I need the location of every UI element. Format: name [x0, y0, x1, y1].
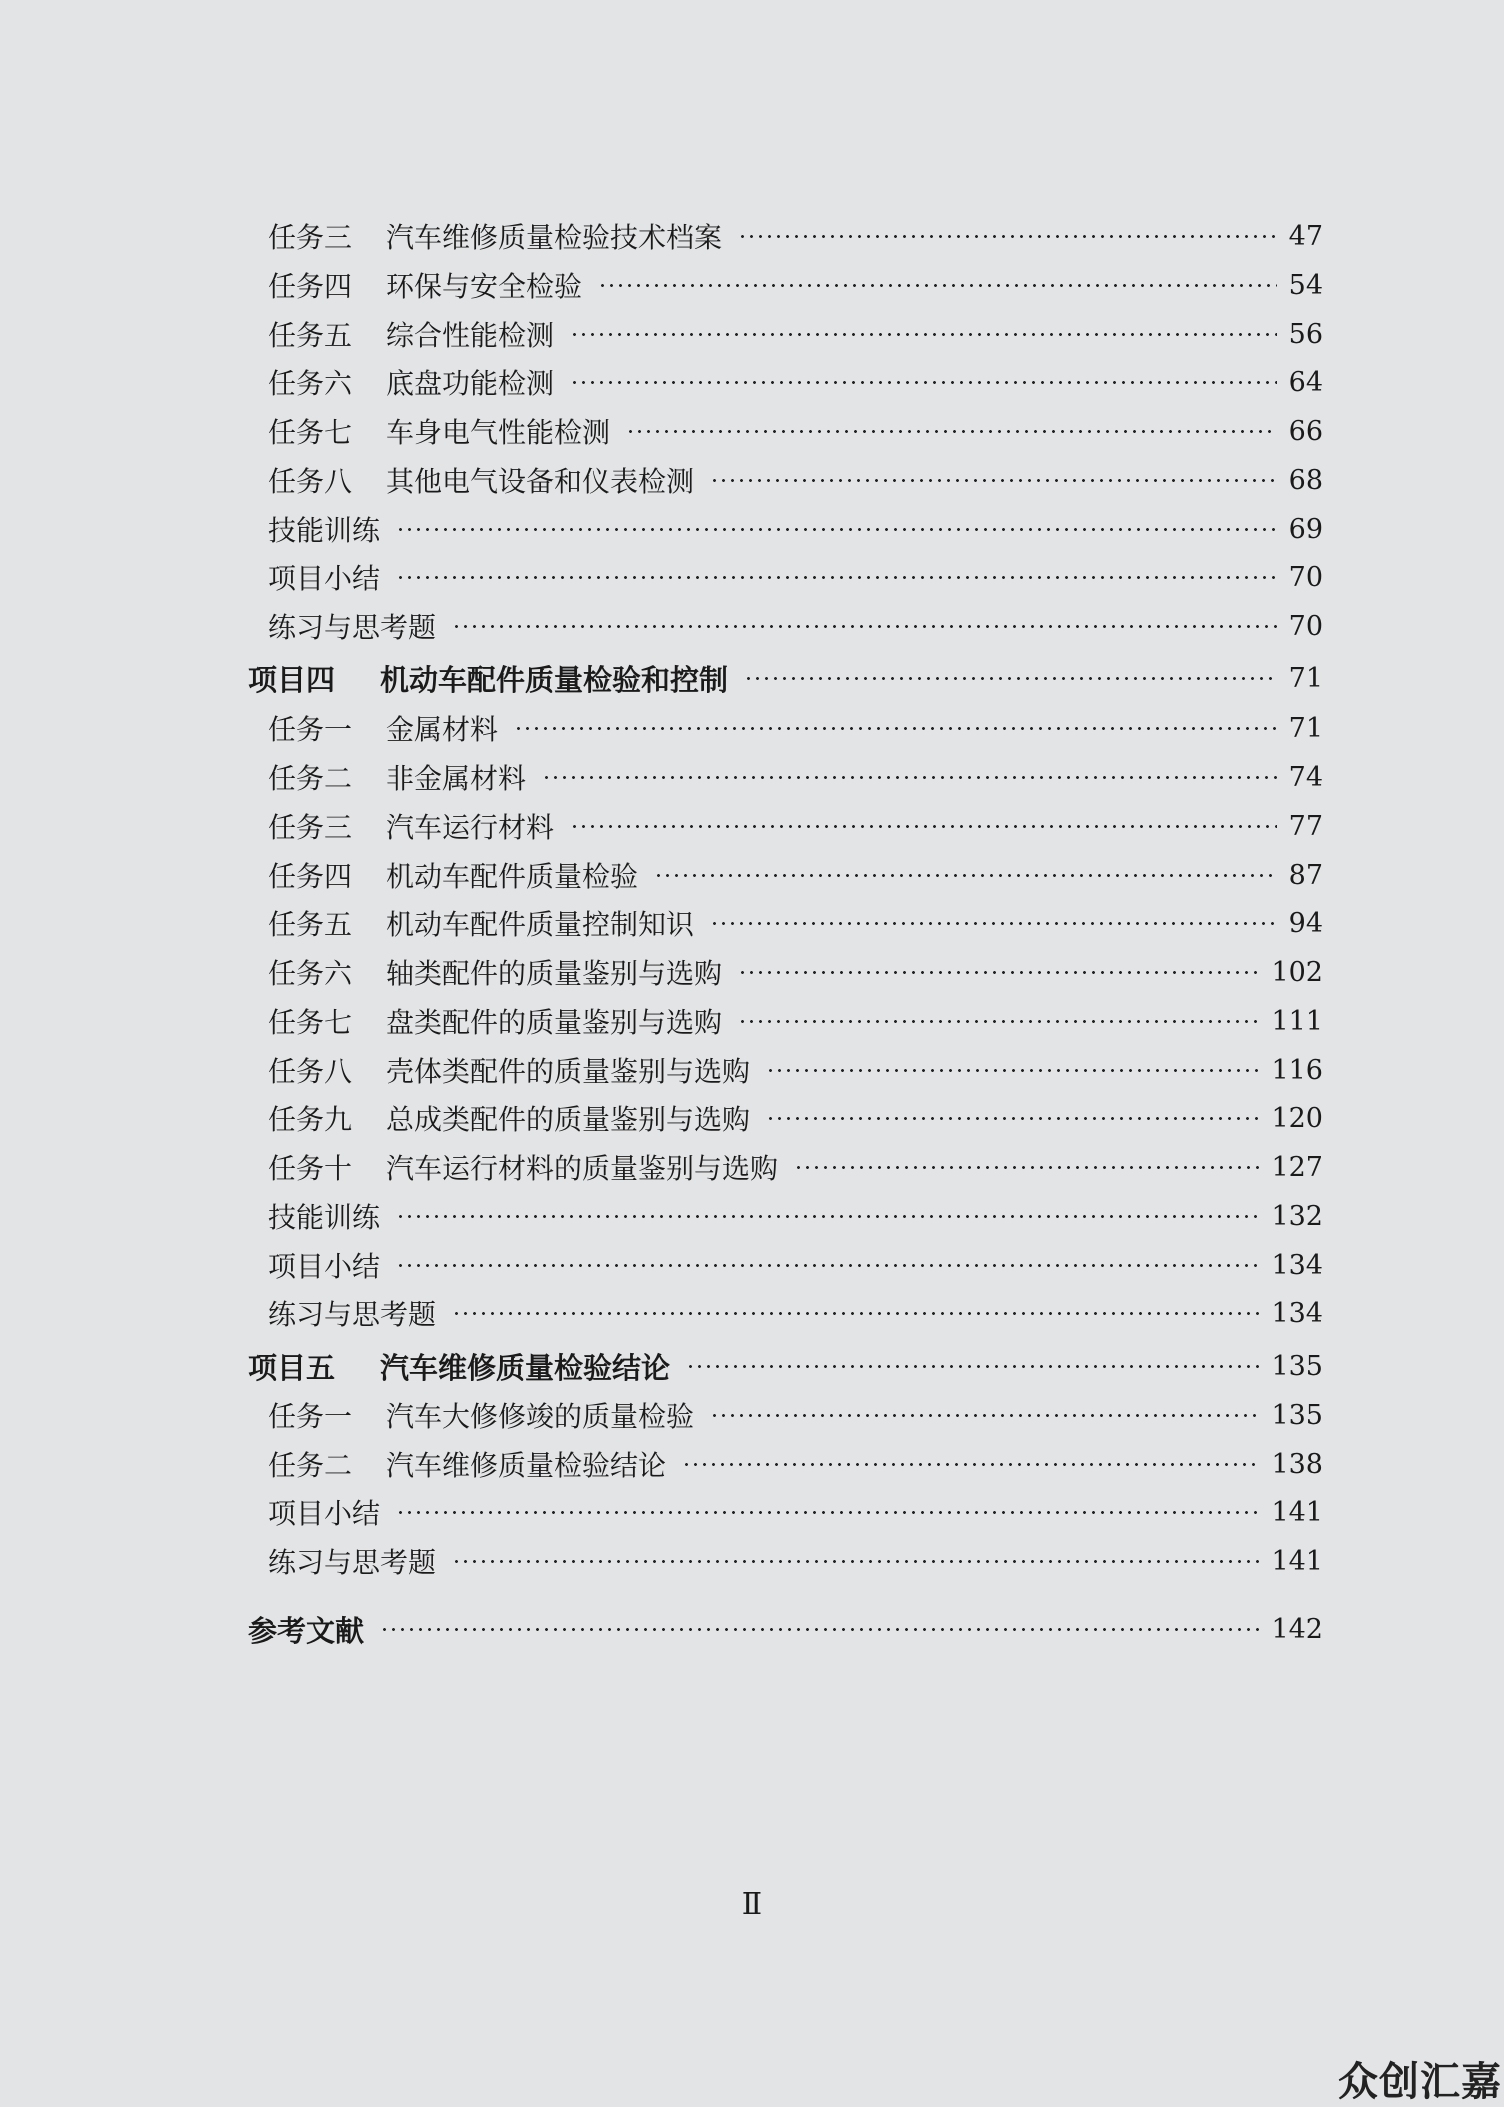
toc-entry [268, 509, 1323, 549]
toc-entry [268, 855, 1323, 895]
leader-dots [514, 727, 1277, 730]
toc-entry-page: 132 [1271, 1200, 1323, 1232]
toc-entry-title: 金属材料 [386, 713, 499, 746]
toc-entry-title: 练习与思考题 [268, 1298, 437, 1331]
leader-dots [738, 1020, 1259, 1023]
toc-entry-number: 任务二 [268, 762, 353, 795]
toc-entry-number: 任务十 [268, 1152, 353, 1185]
leader-dots [452, 1560, 1259, 1563]
toc-entry-page: 142 [1271, 1613, 1323, 1645]
toc-entry-page: 120 [1271, 1102, 1323, 1134]
toc-entry-page: 56 [1288, 318, 1323, 350]
toc-entry [268, 952, 1323, 992]
toc-entry-title: 汽车维修质量检验技术档案 [386, 221, 723, 254]
toc-entry-number: 任务八 [268, 465, 353, 498]
toc-entry-number: 任务三 [268, 221, 353, 254]
toc-entry-title: 轴类配件的质量鉴别与选购 [386, 957, 723, 990]
toc-entry [268, 1245, 1323, 1285]
toc-entry-page: 70 [1288, 561, 1323, 593]
leader-dots [542, 776, 1277, 779]
toc-entry-number: 任务五 [268, 319, 353, 352]
toc-entry-page: 135 [1271, 1399, 1323, 1431]
toc-entry [268, 708, 1323, 748]
toc-entry-page: 94 [1288, 907, 1323, 939]
toc-entry-title: 项目小结 [268, 1250, 381, 1283]
leader-dots [396, 1511, 1259, 1514]
watermark-logo: 众创汇嘉 [1338, 2059, 1502, 2105]
leader-dots [738, 235, 1277, 238]
toc-entry [268, 314, 1323, 354]
toc-entry [268, 1541, 1323, 1581]
toc-entry-title: 技能训练 [268, 514, 381, 547]
toc-entry-title: 汽车运行材料 [386, 811, 555, 844]
toc-entry-page: 138 [1271, 1448, 1323, 1480]
toc-entry-page: 69 [1288, 513, 1323, 545]
leader-dots [738, 971, 1259, 974]
toc-entry-title: 机动车配件质量控制知识 [386, 908, 695, 941]
leader-dots [710, 922, 1277, 925]
toc-references-heading [248, 1609, 1323, 1649]
toc-entry-page: 68 [1288, 464, 1323, 496]
toc-entry-page: 66 [1288, 415, 1323, 447]
toc-entry-page: 54 [1288, 269, 1323, 301]
leader-dots [710, 479, 1277, 482]
leader-dots [570, 381, 1277, 384]
toc-entry-title: 汽车维修质量检验结论 [380, 1350, 671, 1385]
leader-dots [794, 1166, 1259, 1169]
toc-entry-title: 参考文献 [248, 1613, 365, 1648]
toc-entry [268, 1147, 1323, 1187]
toc-entry-number: 任务八 [268, 1055, 353, 1088]
toc-entry-page: 74 [1288, 761, 1323, 793]
toc-entry-number: 任务一 [268, 1400, 353, 1433]
toc-entry [268, 557, 1323, 597]
leader-dots [570, 333, 1277, 336]
toc-entry-title: 机动车配件质量检验和控制 [380, 662, 729, 697]
toc-entry-number: 任务五 [268, 908, 353, 941]
toc-entry-title: 其他电气设备和仪表检测 [386, 465, 695, 498]
toc-entry-page: 141 [1271, 1496, 1323, 1528]
toc-entry-number: 任务二 [268, 1449, 353, 1482]
toc-entry [268, 1444, 1323, 1484]
toc-entry-number: 任务七 [268, 1006, 353, 1039]
toc-entry [268, 1196, 1323, 1236]
toc-entry [268, 1001, 1323, 1041]
toc-entry-title: 项目小结 [268, 562, 381, 595]
toc-entry-page: 71 [1288, 662, 1323, 694]
leader-dots [452, 1312, 1259, 1315]
toc-entry [268, 757, 1323, 797]
toc-entry-title: 机动车配件质量检验 [386, 860, 639, 893]
toc-entry-title: 练习与思考题 [268, 1546, 437, 1579]
toc-entry-page: 127 [1271, 1151, 1323, 1183]
toc-entry-number: 任务七 [268, 416, 353, 449]
toc-entry-page: 111 [1271, 1005, 1323, 1037]
toc-chapter-heading [248, 1346, 1323, 1386]
leader-dots [452, 625, 1277, 628]
toc-entry [268, 265, 1323, 305]
toc-entry-page: 64 [1288, 366, 1323, 398]
toc-entry [268, 1395, 1323, 1435]
leader-dots [626, 430, 1277, 433]
toc-entry-page: 135 [1271, 1350, 1323, 1382]
toc-entry [268, 1098, 1323, 1138]
toc-entry [268, 1293, 1323, 1333]
toc-entry-number: 任务四 [268, 860, 353, 893]
toc-entry-number: 任务六 [268, 367, 353, 400]
toc-entry-page: 71 [1288, 712, 1323, 744]
leader-dots [396, 576, 1277, 579]
toc-entry-page: 77 [1288, 810, 1323, 842]
leader-dots [598, 284, 1277, 287]
toc-entry-page: 141 [1271, 1545, 1323, 1577]
leader-dots [744, 677, 1277, 680]
toc-entry [268, 1492, 1323, 1532]
leader-dots [682, 1463, 1259, 1466]
leader-dots [396, 528, 1277, 531]
toc-entry [268, 806, 1323, 846]
toc-entry-title: 综合性能检测 [386, 319, 555, 352]
toc-entry-number: 项目四 [248, 662, 336, 697]
toc-entry-title: 非金属材料 [386, 762, 527, 795]
toc-entry [268, 460, 1323, 500]
toc-entry-page: 102 [1271, 956, 1323, 988]
toc-entry-page: 87 [1288, 859, 1323, 891]
leader-dots [380, 1628, 1259, 1631]
toc-entry-title: 车身电气性能检测 [386, 416, 611, 449]
toc-chapter-heading [248, 658, 1323, 698]
toc-entry-page: 134 [1271, 1297, 1323, 1329]
leader-dots [766, 1117, 1259, 1120]
toc-entry-title: 底盘功能检测 [386, 367, 555, 400]
toc-entry-title: 汽车大修修竣的质量检验 [386, 1400, 695, 1433]
toc-entry-page: 116 [1271, 1054, 1323, 1086]
leader-dots [396, 1264, 1259, 1267]
toc-entry-title: 环保与安全检验 [386, 270, 583, 303]
toc-entry-title: 壳体类配件的质量鉴别与选购 [386, 1055, 751, 1088]
toc-entry-title: 汽车运行材料的质量鉴别与选购 [386, 1152, 779, 1185]
toc-entry-title: 练习与思考题 [268, 611, 437, 644]
toc-entry-title: 盘类配件的质量鉴别与选购 [386, 1006, 723, 1039]
toc-entry-page: 47 [1288, 220, 1323, 252]
toc-entry-number: 任务三 [268, 811, 353, 844]
leader-dots [396, 1215, 1259, 1218]
toc-entry-page: 70 [1288, 610, 1323, 642]
toc-entry-number: 任务一 [268, 713, 353, 746]
toc-entry-number: 任务九 [268, 1103, 353, 1136]
leader-dots [654, 874, 1277, 877]
toc-entry [268, 216, 1323, 256]
leader-dots [570, 825, 1277, 828]
toc-entry-title: 总成类配件的质量鉴别与选购 [386, 1103, 751, 1136]
toc-entry [268, 1050, 1323, 1090]
page-number: Ⅱ [741, 1887, 763, 1922]
toc-entry-number: 任务四 [268, 270, 353, 303]
toc-entry-number: 项目五 [248, 1350, 336, 1385]
toc-entry [268, 362, 1323, 402]
toc-entry [268, 411, 1323, 451]
toc-entry [268, 606, 1323, 646]
toc-entry-page: 134 [1271, 1249, 1323, 1281]
toc-entry-number: 任务六 [268, 957, 353, 990]
toc-entry-title: 汽车维修质量检验结论 [386, 1449, 667, 1482]
leader-dots [710, 1414, 1259, 1417]
toc-entry-title: 技能训练 [268, 1201, 381, 1234]
toc-entry [268, 903, 1323, 943]
toc-entry-title: 项目小结 [268, 1497, 381, 1530]
leader-dots [686, 1365, 1259, 1368]
leader-dots [766, 1069, 1259, 1072]
